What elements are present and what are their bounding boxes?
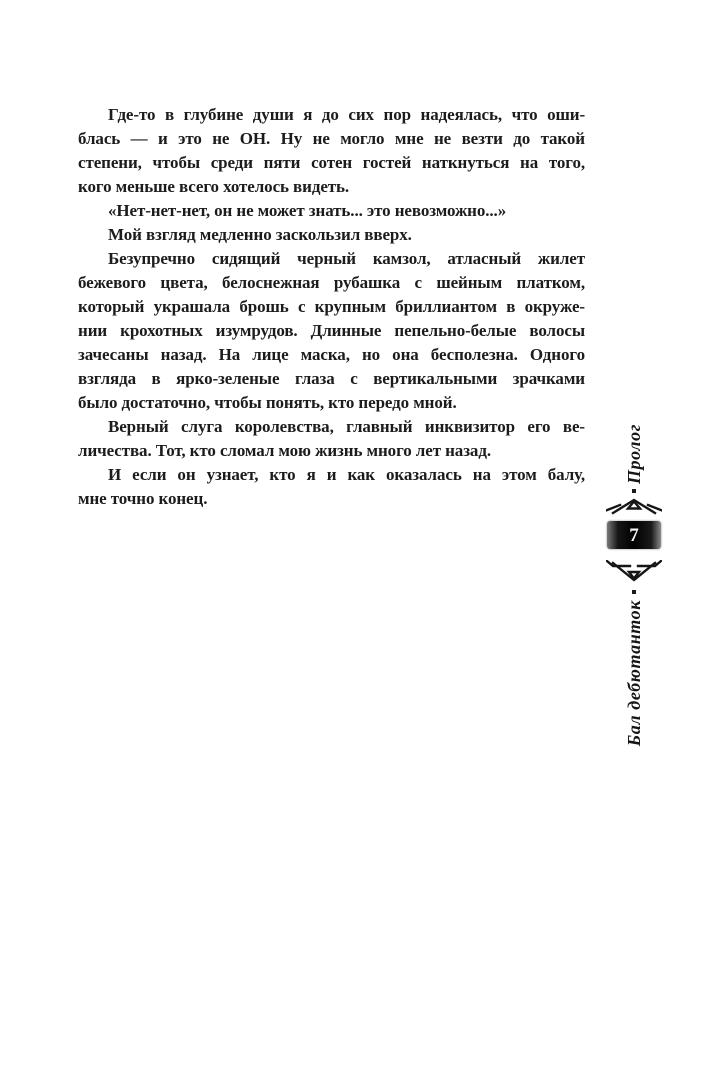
paragraph [78,463,585,511]
dot-separator [632,489,636,493]
text-line: зачесаны назад. На лице маска, но она бесполезна. Одного [78,345,585,364]
paragraph [78,415,585,463]
text-line: Верный слуга королевства, главный инквизитор его ве- [108,417,585,436]
text-line: мне точно конец. [78,489,208,508]
page-number-badge [607,521,661,549]
text-line: Где-то в глубине души я до сих пор надеялась, что оши- [108,105,585,124]
text-line: взгляда в ярко-зеленые глаза с вертикальными зрачками [78,369,585,388]
text-line: Мой взгляд медленно заскользил вверх. [108,225,412,244]
text-line: личества. Тот, кто сломал мою жизнь много лет назад. [78,441,491,460]
text-line: степени, чтобы среди пяти сотен гостей наткнуться на того, [78,153,585,172]
paragraph [78,103,585,199]
text-line: который украшала брошь с крупным бриллиантом в окруже- [78,297,585,316]
chapter-label: Пролог [623,424,644,485]
text-line: нии крохотных изумрудов. Длинные пепельно-белые волосы [78,321,585,340]
paragraph [78,223,585,247]
page-number: 7 [629,524,639,546]
dot-separator [632,590,636,594]
page-margin-sidebar [605,424,663,746]
text-line: И если он узнает, кто я и как оказалась на этом балу, [108,465,585,484]
text-line: Безупречно сидящий черный камзол, атласный жилет [108,249,585,268]
text-line: бежевого цвета, белоснежная рубашка с шейным платком, [78,273,585,292]
book-title-label: Бал дебютанток [623,600,644,747]
arrow-ornament-down-icon [606,560,662,582]
text-line: кого меньше всего хотелось видеть. [78,177,350,196]
text-line: «Нет-нет-нет, он не может знать... это невозможно...» [108,201,507,220]
page-text [78,103,585,511]
paragraph [78,247,585,415]
arrow-ornament-up-icon [606,497,662,515]
paragraph [78,199,585,223]
text-line: было достаточно, чтобы понять, кто передо мной. [78,393,457,412]
text-line: блась — и это не ОН. Ну не могло мне не везти до такой [78,129,585,148]
